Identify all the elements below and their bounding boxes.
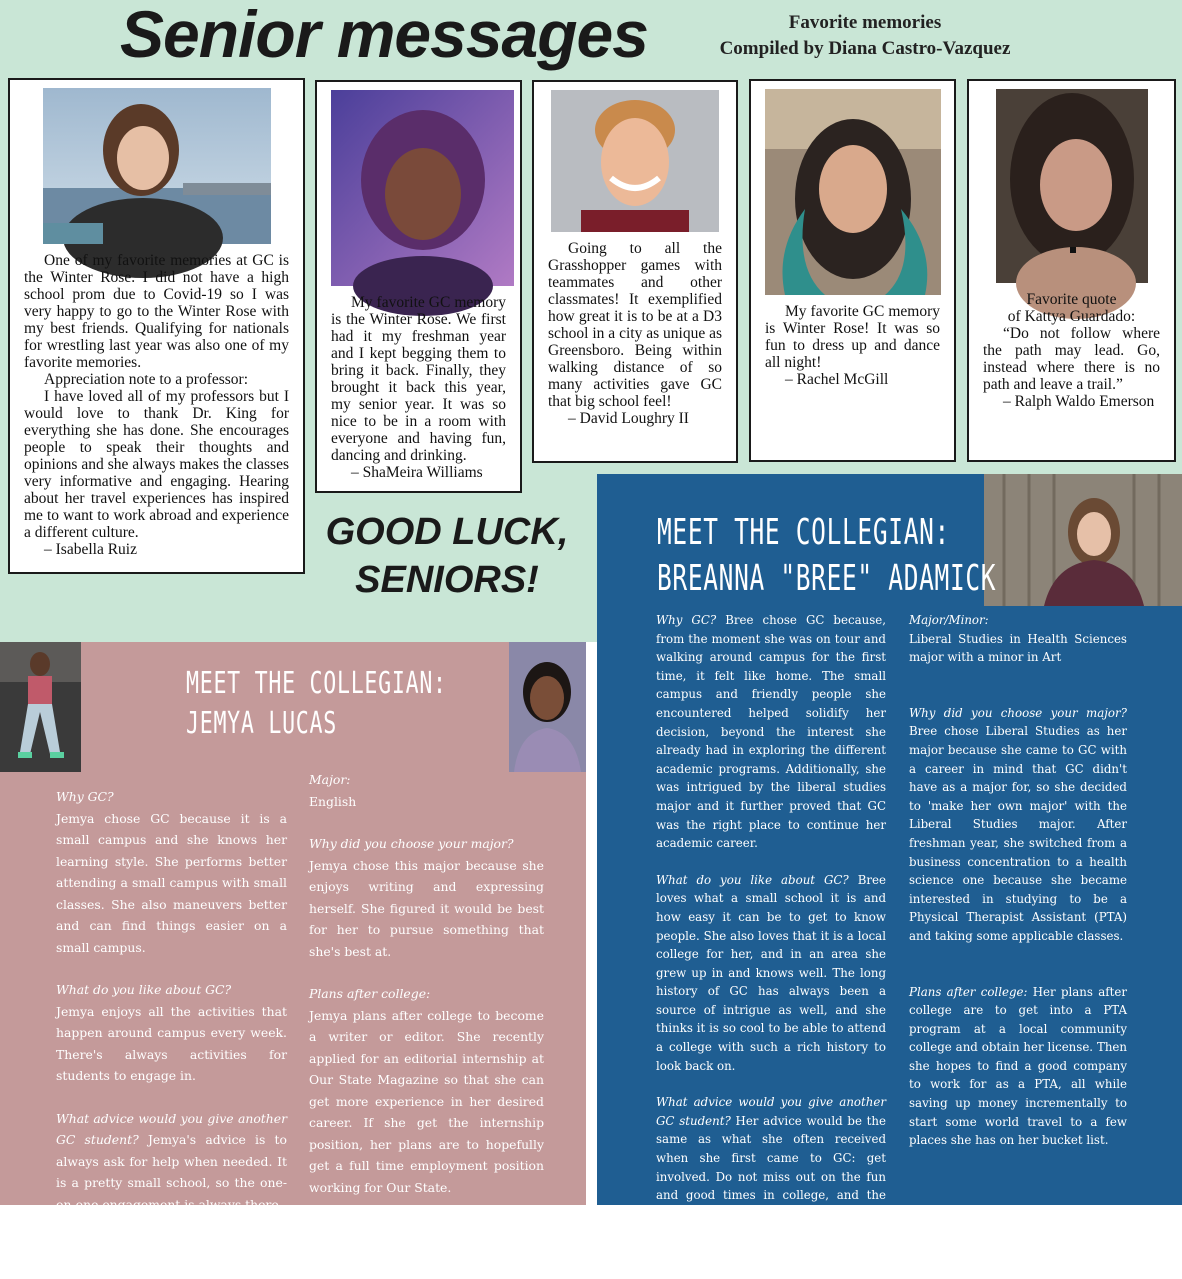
jemya-why-gc-answer: Jemya chose GC because it is a small campus and she knows her learning style. She performs better attending a small campus with small classes. She also maneuvers better and can find things easier on a small campus. [56,810,287,955]
breanna-like-answer: Bree loves what a small school it is and how easy it can be to get to know people. She also loves that it is a local college for her, and in an area she grew up in and knows well. The long history of GC has always been a source of intrigue as well, and she thinks it is so cool to be able to attend a college with such a rich history to look back on. [656,872,886,1073]
rachel-signature: – Rachel McGill [785,371,889,388]
portrait-photo-shameira [331,90,514,286]
jemya-advice [56,1108,287,1216]
jemya-advice-answer: Jemya's advice is to always ask for help when needed. It is a pretty small school, so the one-on-one engagement is always there. [56,1132,287,1212]
breanna-advice-answer: Her advice would be the same as what she often received when she first came to GC: get involved. Do not miss out on the fun and good times in college, and the uniqueness of the Greensboro College experience. Join clubs and go to events whenever you can to be with your peers and GC family. [656,1113,886,1277]
jemya-plans-question: Plans after college: [309,986,431,1001]
portrait-photo-isabella [43,88,271,244]
jemya-left-column [56,786,287,1215]
david-signature: – David Loughry II [568,410,689,427]
jemya-major-answer: English [309,793,357,809]
good-luck-line-1: GOOD LUCK, [325,511,569,553]
good-luck-line-2: SENIORS! [355,559,539,601]
rachel-paragraph-1: My favorite GC memory is Winter Rose! It was so fun to dress up and dance all night! [765,303,940,371]
breanna-why-major-question: Why did you choose your major? [909,705,1127,720]
breanna-plans-answer: Her plans after college are to get into a PTA program at a local community college and obtain her license. Then she hopes to find a good company to work for as a PTA, all while saving up money incrementally to start some world travel to a few places she has on her bucket list. [909,984,1127,1148]
good-luck-banner [318,508,576,604]
card-shameira-williams [315,80,522,493]
subtitle-line-2: Compiled by Diana Castro-Vazquez [719,38,1011,59]
breanna-why-gc-question: Why GC? [656,613,717,627]
breanna-advice-question: What advice would you give another GC student? [656,1095,886,1128]
breanna-like-question: What do you like about GC? [656,872,849,887]
jemya-like-question: What do you like about GC? [56,982,232,997]
mint-background-extension [0,620,598,642]
jemya-portrait-photo [509,642,586,772]
breanna-why-gc [656,611,886,853]
breanna-left-column [656,611,886,1279]
breanna-panel-title [657,510,1011,602]
isabella-signature: – Isabella Ruiz [44,541,137,558]
jemya-advice-question: What advice would you give another GC student? [56,1110,287,1147]
breanna-title-line-1: MEET THE COLLEGIAN: [657,512,950,553]
breanna-plans [909,983,1127,1150]
breanna-portrait-photo [984,474,1182,606]
kattya-paragraph-2: of Kattya Guardado: [1007,308,1136,325]
kattya-paragraph-1: Favorite quote [1026,291,1117,308]
jemya-why-gc-question: Why GC? [56,789,114,804]
breanna-major-answer: Liberal Studies in Health Sciences major with a minor in Art [909,631,1127,665]
breanna-major-question: Major/Minor: [909,613,989,627]
kattya-quote: “Do not follow where the path may lead. Go, instead where there is no path and leave a trail.” [983,325,1160,393]
card-isabella-ruiz [8,78,305,574]
jemya-title-line-1: MEET THE COLLEGIAN: [186,666,447,701]
isabella-paragraph-3: I have loved all of my professors but I would love to thank Dr. King for everything she has done. She encourages people to speak their thoughts and opinions and she always makes the classes very informative and engaging. Hearing about her travel experiences has inspired me to want to work abroad and experience a different culture. [24,388,289,541]
page-title: Senior messages [120,0,648,71]
breanna-title-line-2: BREANNA "BREE" ADAMICK [657,558,997,599]
shameira-signature: – ShaMeira Williams [351,464,483,481]
breanna-why-major-answer: Bree chose Liberal Studies as her major because she came to GC with a career in mind that GC didn't have as a major for, so she decided to 'make her own major' with the Liberal Studies major. After freshman year, she switched from a business concentration to a health science one because she became interested in studying to be a Physical Therapist Assistant (PTA) and taking some applicable classes. [909,724,1127,943]
breanna-plans-question: Plans after college: [909,984,1028,999]
portrait-photo-david [551,90,719,232]
breanna-adamick-panel [597,474,1182,1277]
jemya-lucas-panel [0,642,586,1212]
card-kattya-guardado [967,79,1176,462]
jemya-major-question: Major: [309,772,351,787]
shameira-paragraph-1: My favorite GC memory is the Winter Rose. We first had it my freshman year and I kept begging them to bring it back. Finally, they brought it back this year, my senior year. It was so nice to be in a room with everyone and having fun, dancing and drinking. [331,294,506,464]
breanna-right-column [909,611,1127,1150]
isabella-paragraph-1: One of my favorite memories at GC is the Winter Rose. I did not have a high school prom due to Covid-19 so I was very happy to go to the Winter Rose with my best friends. Qualifying for nationals for wrestling last year was also one of my favorite memories. [24,252,289,371]
portrait-photo-rachel [765,89,941,295]
card-rachel-mcgill [749,79,956,462]
jemya-right-column [309,769,544,1198]
jemya-title-line-2: JEMYA LUCAS [186,706,337,741]
breanna-like [656,871,886,1076]
breanna-why-major [909,704,1127,946]
jemya-panel-title [186,664,488,744]
jemya-full-body-photo [0,642,81,772]
jemya-plans-answer: Jemya plans after college to become a writer or editor. She recently applied for an editorial internship at Our State Magazine so that she can get more experience in her desired career. If she get the internship position, her plans are to hopefully get a full time employment position working for Our State. [309,1007,544,1195]
breanna-why-gc-answer: Bree chose GC because, from the moment she was on tour and walking around campus for the first time, it felt like home. The small campus and friendly people she encountered helped solidify her decision, beyond the interest she already had in exploring the different academic programs. Additionally, she was intrigued by the liberal studies major and it further proved that GC was the right place to continue her academic career. [656,613,886,851]
portrait-photo-kattya [996,89,1148,283]
david-paragraph-1: Going to all the Grasshopper games with teammates and other classmates! It exemplified how great it is to be at a D3 school in a city as unique as Greensboro. Being within walking distance of so many activities gave GC that big school feel! [548,240,722,410]
breanna-advice [656,1093,886,1279]
jemya-why-major-question: Why did you choose your major? [309,836,514,851]
page-subtitle [690,10,1040,62]
isabella-paragraph-2: Appreciation note to a professor: [44,371,249,388]
jemya-like-answer: Jemya enjoys all the activities that happen around campus every week. There's always activities for students to engage in. [56,1003,287,1083]
kattya-signature: – Ralph Waldo Emerson [1003,393,1155,410]
card-david-loughry [532,80,738,463]
jemya-why-major-answer: Jemya chose this major because she enjoys writing and expressing herself. She figured it would be best for her to pursue something that she's best at. [309,857,544,959]
subtitle-line-1: Favorite memories [788,12,942,33]
